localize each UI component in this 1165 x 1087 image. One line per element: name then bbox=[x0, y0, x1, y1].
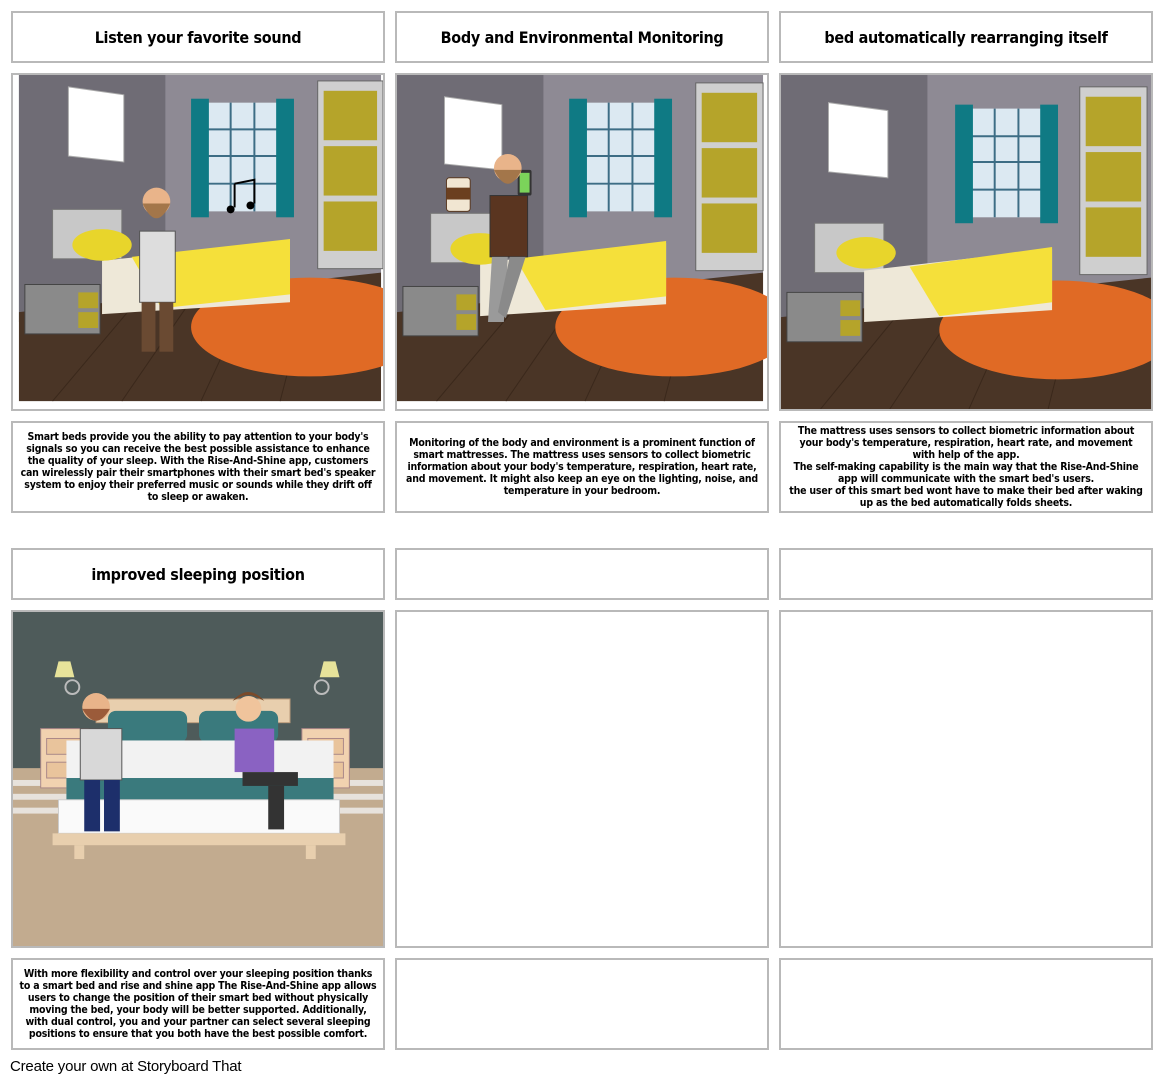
panel-3-title: bed automatically rearranging itself bbox=[779, 11, 1153, 63]
panel-3-description: The mattress uses sensors to collect biometric information about your body's temperature, respiration, heart rate, and movement with help of the app. The self-making capability is the main way that the Rise-And-Shine app will communicate with the smart bed's users. the user of this smart bed wont have to make their bed after waking up as the bed automatically folds sheets. bbox=[779, 421, 1153, 513]
panel-5-scene bbox=[395, 610, 769, 948]
panel-2-description: Monitoring of the body and environment is a prominent function of smart mattresses. The mattress uses sensors to collect biometric information about your body's temperature, respiration, heart rate, and movement. It might also keep an eye on the lighting, noise, and temperature in your bedroom. bbox=[395, 421, 769, 513]
panel-4-description: With more flexibility and control over your sleeping position thanks to a smart bed and rise and shine app The Rise-And-Shine app allows users to change the position of their smart bed without physically moving the bed, your body will be better supported. Additionally, with dual control, you and your partner can select several sleeping positions to ensure that you both have the best possible comfort. bbox=[11, 958, 385, 1050]
panel-6-description bbox=[779, 958, 1153, 1050]
panel-6-scene bbox=[779, 610, 1153, 948]
panel-4-title: improved sleeping position bbox=[11, 548, 385, 600]
panel-1-title: Listen your favorite sound bbox=[11, 11, 385, 63]
panel-1-scene bbox=[11, 73, 385, 411]
footer-credit-link[interactable]: Create your own at Storyboard That bbox=[10, 1058, 242, 1075]
panel-2-scene bbox=[395, 73, 769, 411]
panel-6-title bbox=[779, 548, 1153, 600]
panel-3-scene bbox=[779, 73, 1153, 411]
panel-4-scene bbox=[11, 610, 385, 948]
panel-5-description bbox=[395, 958, 769, 1050]
panel-2-title: Body and Environmental Monitoring bbox=[395, 11, 769, 63]
panel-5-title bbox=[395, 548, 769, 600]
panel-1-description: Smart beds provide you the ability to pay attention to your body's signals so you can receive the best possible assistance to enhance the quality of your sleep. With the Rise-And-Shine app, customers can wirelessly pair their smartphones with their smart bed's speaker system to enjoy their preferred music or sounds while they drift off to sleep or awaken. bbox=[11, 421, 385, 513]
coffee-cup-icon bbox=[446, 178, 470, 212]
